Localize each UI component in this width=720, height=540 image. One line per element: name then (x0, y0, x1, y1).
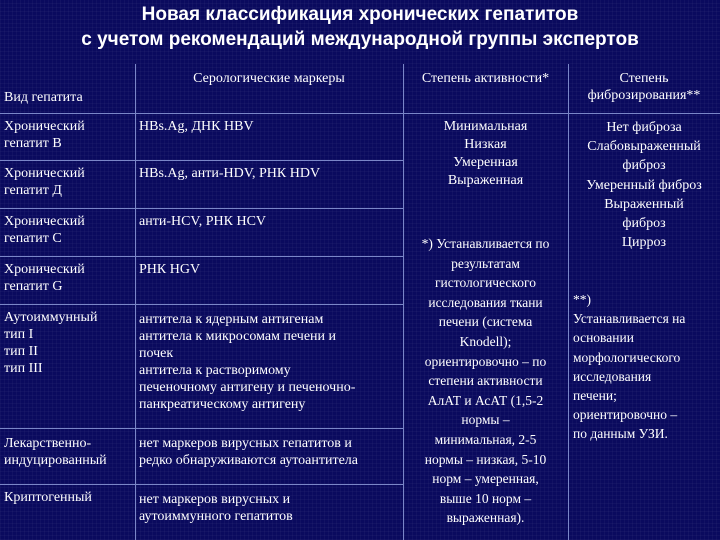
row-name (4, 118, 85, 152)
table-row (0, 257, 403, 305)
fibrosis-level: Слабовыраженный (587, 139, 701, 155)
row-marker-line: панкреатическому антигену (139, 397, 306, 412)
row-markers (139, 165, 320, 182)
row-marker-line: аутоиммунного гепатитов (139, 509, 293, 524)
header-fibrosis-1: Степень (619, 71, 669, 86)
activity-level: Выраженная (447, 173, 524, 188)
row-name (4, 165, 85, 199)
fibrosis-note-line: **) (573, 292, 591, 307)
activity-note-line: результатам (451, 255, 520, 271)
row-marker-line: нет маркеров вирусных гепатитов и (139, 436, 352, 451)
slide-title (0, 2, 720, 52)
row-name-line: гепатит G (4, 279, 63, 294)
row-markers (139, 261, 200, 278)
fibrosis-level: Умеренный фиброз (586, 177, 702, 193)
activity-level: Низкая (464, 137, 507, 152)
row-markers (139, 435, 358, 469)
row-name-line: гепатит Д (4, 183, 62, 198)
activity-levels (403, 118, 568, 190)
row-name-line: индуцированный (4, 453, 107, 468)
fibrosis-note-line: печени; (573, 388, 617, 404)
fibrosis-level: фиброз (622, 216, 666, 232)
row-name-line: Криптогенный (4, 490, 92, 505)
row-marker-line: HBs.Ag, анти-HDV, РНК HDV (139, 166, 321, 181)
header-markers-cell (135, 64, 403, 114)
header-type: Вид гепатита (4, 90, 83, 105)
table-row (0, 485, 403, 540)
fibrosis-level: Нет фиброза (606, 120, 682, 135)
row-name-line: тип II (4, 344, 38, 359)
row-marker-line: анти-HCV, РНК HCV (139, 214, 267, 229)
table-row (0, 305, 403, 429)
table-row (0, 429, 403, 485)
activity-note-line: минимальная, 2-5 (434, 431, 537, 447)
header-activity-cell (403, 64, 568, 114)
activity-note-line: выраженная). (446, 510, 525, 526)
header-fibrosis-2: фиброзирования** (587, 88, 701, 103)
row-marker-line: антитела к микросомам печени и (139, 329, 337, 344)
row-marker-line: РНК HGV (139, 262, 201, 277)
row-markers (139, 118, 254, 135)
fibrosis-note-line: морфологического (573, 349, 681, 365)
title-line-1: Новая классификация хронических гепатитов (141, 4, 579, 25)
table-row (0, 209, 403, 257)
row-marker-line: антитела к ядерным антигенам (139, 312, 324, 327)
row-name-line: гепатит В (4, 136, 62, 151)
row-marker-line: редко обнаруживаются аутоантитела (139, 453, 359, 468)
fibrosis-note-line: основании (573, 330, 634, 346)
row-markers (139, 213, 266, 230)
row-marker-line: антитела к растворимому (139, 363, 291, 378)
header-fibrosis-cell (568, 64, 720, 114)
table-row (0, 161, 403, 209)
fibrosis-note (573, 290, 720, 444)
row-name-line: Хронический (4, 119, 85, 134)
row-name-line: тип III (4, 361, 43, 376)
row-marker-line: нет маркеров вирусных и (139, 492, 291, 507)
row-marker-line: печеночному антигену и печеночно- (139, 380, 356, 395)
activity-note-line: *) Устанавливается по (421, 236, 550, 251)
row-name (4, 489, 92, 506)
row-name (4, 435, 107, 469)
activity-note-line: нормы – (461, 412, 510, 428)
activity-note-line: норм – умеренная, (432, 471, 539, 487)
row-name-line: Хронический (4, 166, 85, 181)
header-markers: Серологические маркеры (193, 71, 345, 86)
hepatitis-classification-table (0, 64, 720, 540)
row-name-line: Хронический (4, 214, 85, 229)
row-marker-line: HBs.Ag, ДНК HBV (139, 119, 254, 134)
fibrosis-levels (568, 118, 720, 252)
fibrosis-note-line: ориентировочно – (573, 407, 678, 423)
row-name-line: Лекарственно- (4, 436, 92, 451)
activity-note (403, 234, 568, 528)
activity-note-line: гистологического (435, 275, 536, 291)
row-marker-line: почек (139, 346, 174, 361)
row-name-line: Хронический (4, 262, 85, 277)
activity-note-line: нормы – низкая, 5-10 (424, 451, 547, 467)
row-markers (139, 311, 355, 413)
row-name (4, 213, 85, 247)
row-name-line: гепатит С (4, 231, 62, 246)
activity-level: Умеренная (453, 155, 518, 170)
header-type-cell (0, 64, 135, 114)
fibrosis-level: фиброз (622, 158, 666, 174)
fibrosis-level: Цирроз (621, 235, 667, 251)
activity-note-line: АлАТ и АсАТ (1,5-2 (427, 392, 544, 408)
activity-note-line: ориентировочно – по (424, 353, 547, 369)
row-name (4, 309, 97, 377)
table-row (0, 114, 403, 161)
fibrosis-note-line: по данным УЗИ. (573, 426, 668, 442)
row-markers (139, 491, 293, 525)
fibrosis-note-line: исследования (573, 368, 652, 384)
activity-note-line: печени (система (438, 314, 533, 330)
activity-note-line: степени активности (428, 373, 543, 389)
row-name (4, 261, 85, 295)
activity-note-line: исследования ткани (428, 294, 543, 310)
header-activity: Степень активности* (421, 71, 550, 86)
activity-note-line: выше 10 норм – (439, 490, 532, 506)
row-name-line: Аутоиммунный (4, 310, 98, 325)
activity-note-line: Knodell); (459, 333, 512, 349)
row-name-line: тип I (4, 327, 34, 342)
activity-level: Минимальная (443, 119, 528, 134)
fibrosis-note-line: Устанавливается на (573, 311, 686, 327)
title-line-2: с учетом рекомендаций международной группы экспертов (81, 29, 639, 50)
fibrosis-level: Выраженный (604, 196, 684, 212)
